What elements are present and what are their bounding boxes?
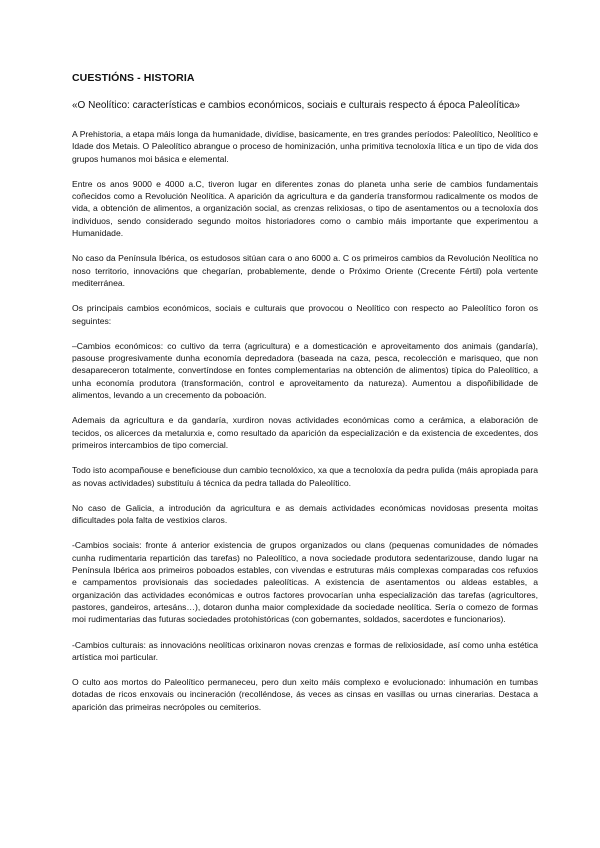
paragraph-galicia: No caso de Galicia, a introdución da agricultura e as demais actividades económicas novidosas presenta moitas dificultades pola falta de vestixios claros. bbox=[72, 502, 538, 526]
paragraph-main-changes: Os principais cambios económicos, sociais e culturais que provocou o Neolítico con respecto ao Paleolítico foron os seguintes: bbox=[72, 303, 538, 326]
paragraph-prehistory-periods: A Prehistoria, a etapa máis longa da humanidade, divídise, basicamente, en tres grandes períodos: Paleolítico, Neolítico e Idade dos Metais. O Paleolítico abrangue o proceso de hominización, unha primitiva tecnoloxía lítica e un tipo de vida dos grupos humanos moi básica e elemental. bbox=[72, 129, 538, 164]
document-title: CUESTIÓNS - HISTORIA bbox=[72, 72, 195, 84]
paragraph-technological-change: Todo isto acompañouse e beneficiouse dun cambio tecnolóxico, xa que a tecnoloxía da pedra pulida (máis apropiada para as novas actividades) substituíu á técnica da pedra tallada do Paleolítico. bbox=[72, 465, 538, 488]
paragraph-social-changes: -Cambios sociais: fronte á anterior existencia de grupos organizados ou clans (pequenas comunidades de nómades cunha rudimentaria repartición das tarefas) no Paleolítico, a nova sociedade produtora sedentarizouse, dando lugar na Península Ibérica aos primeiros poboados estables, con vivendas e estruturas máis complexas comparadas cos refuxios e campamentos provisionais das sociedades paleolíticas. A existencia de asentamentos ou aldeas estables, a organización das actividades económicas e outros factores provocarían unha especialización das tarefas (agricultores, pastores, gandeiros, artesáns…), dotaron dunha maior complexidade da sociedade neolítica. Sería o comezo de formas moi rudimentarias das futuras sociedades protohistóricas (con gobernantes, soldados, sacerdotes e funcionarios). bbox=[72, 540, 538, 625]
paragraph-cultural-changes: -Cambios culturais: as innovacións neolíticas orixinaron novas crenzas e formas de relixiosidade, así como unha estética artística moi particular. bbox=[72, 639, 538, 662]
paragraph-cult-of-dead: O culto aos mortos do Paleolítico permaneceu, pero dun xeito máis complexo e evolucionado: inhumación en tumbas dotadas de ricos enxovais ou incineración (recolléndose, ás veces as cinsas en vasillas ou urnas cinerarias. Destaca a aparición das primeiras necrópoles ou cemiterios. bbox=[72, 677, 538, 712]
paragraph-neolithic-revolution: Entre os anos 9000 e 4000 a.C, tiveron lugar en diferentes zonas do planeta unha serie de cambios fundamentais coñecidos como a Revolución Neolítica. A aparición da agricultura e da gandería transformou radicalmente os modos de vida, a obtención de alimentos, a organización social, as crenzas relixiosas, o tipo de asentamentos ou a tecnoloxía dos individuos, sendo considerado segundo moitos historiadores como o cambio máis importante que experimentou a Humanidade. bbox=[72, 178, 538, 239]
document-page bbox=[72, 72, 538, 726]
document-subtitle: «O Neolítico: características e cambios económicos, sociais e culturais respecto á época Paleolítica» bbox=[72, 100, 520, 111]
paragraph-iberian-peninsula: No caso da Península Ibérica, os estudosos sitúan cara o ano 6000 a. C os primeiros cambios da Revolución Neolítica no noso territorio, innovacións que chegarían, probablemente, dende o Próximo Oriente (Crecente Fértil) pola vertente mediterránea. bbox=[72, 253, 538, 288]
paragraph-new-activities: Ademais da agricultura e da gandaría, xurdiron novas actividades económicas como a cerámica, a elaboración de tecidos, os alicerces da metalurxia e, como resultado da aparición da especialización e da existencia de excedentes, dos primeiros intercambios de tipo comercial. bbox=[72, 415, 538, 450]
paragraph-economic-changes: –Cambios económicos: co cultivo da terra (agricultura) e a domesticación e aproveitamento dos animais (gandaría), pasouse progresivamente dunha economía depredadora (baseada na caza, pesca, recolección e marisqueo, que non desapareceron totalmente, convertíndose en fontes complementarias na obtención de alimentos) típica do Paleolítico, a unha economía produtora (transformación, control e aproveitamento da natureza). Aumentou a dispoñibilidade de alimentos, levando a un crecemento da poboación. bbox=[72, 340, 538, 401]
